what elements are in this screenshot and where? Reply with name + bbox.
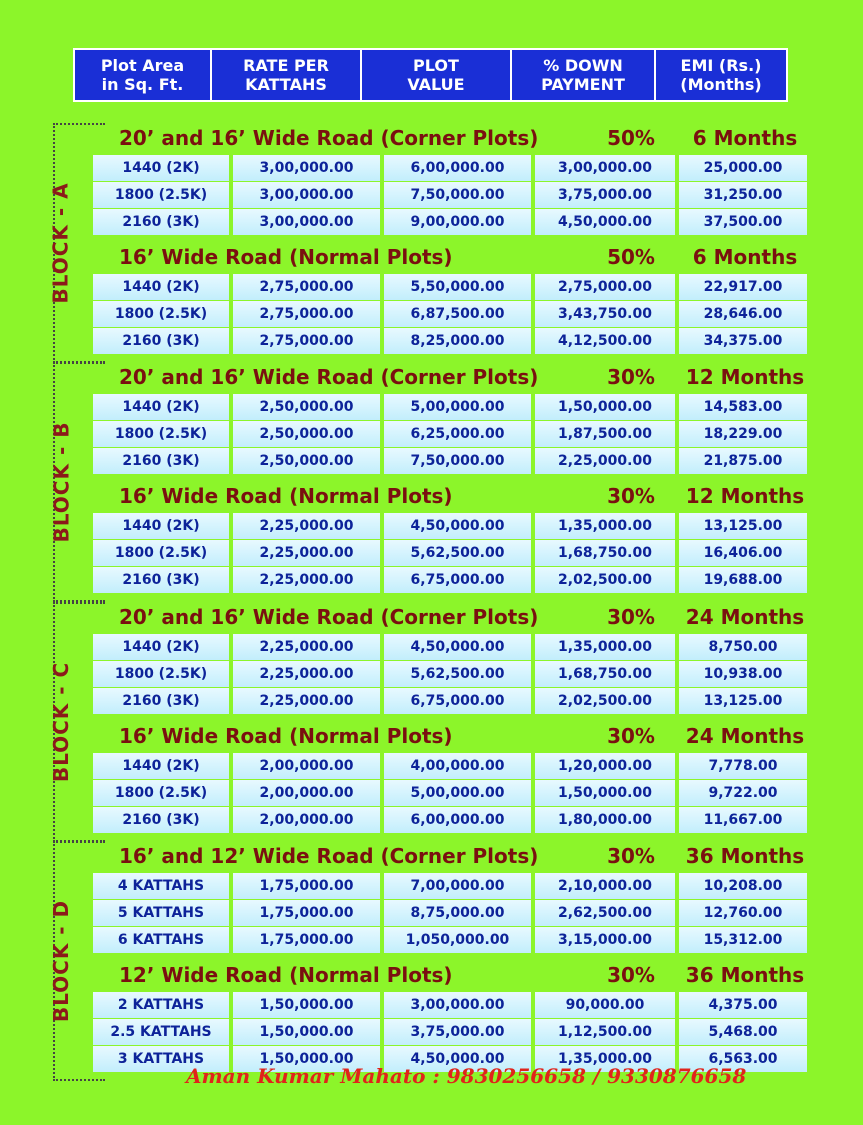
down-payment-cell: 1,20,000.00 xyxy=(535,753,675,779)
emi-months: 36 Months xyxy=(685,963,805,987)
emi-cell: 4,375.00 xyxy=(679,992,807,1018)
section-title xyxy=(53,481,813,511)
emi-cell: 13,125.00 xyxy=(679,513,807,539)
emi-cell: 22,917.00 xyxy=(679,274,807,300)
plot-area-cell: 5 KATTAHS xyxy=(93,900,229,926)
emi-cell: 16,406.00 xyxy=(679,540,807,566)
rate-cell: 1,50,000.00 xyxy=(233,992,380,1018)
plot-area-cell: 2160 (3K) xyxy=(93,688,229,714)
rate-cell: 3,00,000.00 xyxy=(233,182,380,208)
down-payment-cell: 2,10,000.00 xyxy=(535,873,675,899)
section-title xyxy=(53,960,813,990)
road-label: 20’ and 16’ Wide Road (Corner Plots) xyxy=(119,126,539,150)
rate-rows xyxy=(93,155,809,236)
plot-value-cell: 4,50,000.00 xyxy=(384,1046,531,1072)
down-payment-percent: 50% xyxy=(607,126,655,150)
plot-value-cell: 6,75,000.00 xyxy=(384,567,531,593)
road-label: 16’ Wide Road (Normal Plots) xyxy=(119,724,453,748)
plot-value-cell: 5,50,000.00 xyxy=(384,274,531,300)
down-payment-cell: 2,02,500.00 xyxy=(535,688,675,714)
down-payment-cell: 1,35,000.00 xyxy=(535,1046,675,1072)
plot-area-cell: 1800 (2.5K) xyxy=(93,301,229,327)
rate-cell: 3,00,000.00 xyxy=(233,209,380,235)
emi-months: 6 Months xyxy=(692,126,798,150)
plot-value-cell: 7,50,000.00 xyxy=(384,448,531,474)
emi-cell: 10,938.00 xyxy=(679,661,807,687)
emi-cell: 5,468.00 xyxy=(679,1019,807,1045)
rate-cell: 2,50,000.00 xyxy=(233,448,380,474)
emi-months: 12 Months xyxy=(685,365,805,389)
plot-value-cell: 6,00,000.00 xyxy=(384,807,531,833)
emi-months: 6 Months xyxy=(692,245,798,269)
plot-area-cell: 1800 (2.5K) xyxy=(93,182,229,208)
rate-rows xyxy=(93,274,809,355)
plot-area-cell: 2160 (3K) xyxy=(93,807,229,833)
section-title xyxy=(53,362,813,392)
emi-cell: 11,667.00 xyxy=(679,807,807,833)
rate-cell: 2,75,000.00 xyxy=(233,274,380,300)
table-row xyxy=(93,513,809,539)
down-payment-cell: 3,43,750.00 xyxy=(535,301,675,327)
table-row xyxy=(93,753,809,779)
down-payment-cell: 1,50,000.00 xyxy=(535,780,675,806)
down-payment-cell: 2,25,000.00 xyxy=(535,448,675,474)
table-row xyxy=(93,301,809,327)
road-label: 12’ Wide Road (Normal Plots) xyxy=(119,963,453,987)
down-payment-percent: 30% xyxy=(607,724,655,748)
emi-cell: 25,000.00 xyxy=(679,155,807,181)
table-row xyxy=(93,328,809,354)
rate-cell: 2,00,000.00 xyxy=(233,753,380,779)
rate-rows xyxy=(93,394,809,475)
plot-area-cell: 1800 (2.5K) xyxy=(93,780,229,806)
section-title xyxy=(53,242,813,272)
table-row xyxy=(93,927,809,953)
plot-value-cell: 6,00,000.00 xyxy=(384,155,531,181)
table-row xyxy=(93,182,809,208)
rate-cell: 2,50,000.00 xyxy=(233,421,380,447)
rate-rows xyxy=(93,992,809,1073)
plot-area-cell: 2160 (3K) xyxy=(93,448,229,474)
plot-value-cell: 3,00,000.00 xyxy=(384,992,531,1018)
plot-area-cell: 1800 (2.5K) xyxy=(93,540,229,566)
down-payment-percent: 50% xyxy=(607,245,655,269)
rate-cell: 2,75,000.00 xyxy=(233,328,380,354)
down-payment-cell: 1,80,000.00 xyxy=(535,807,675,833)
road-label: 20’ and 16’ Wide Road (Corner Plots) xyxy=(119,365,539,389)
road-label: 16’ Wide Road (Normal Plots) xyxy=(119,484,453,508)
road-label: 16’ and 12’ Wide Road (Corner Plots) xyxy=(119,844,539,868)
emi-months: 36 Months xyxy=(685,844,805,868)
rate-cell: 2,00,000.00 xyxy=(233,807,380,833)
down-payment-cell: 2,02,500.00 xyxy=(535,567,675,593)
emi-cell: 10,208.00 xyxy=(679,873,807,899)
rate-rows xyxy=(93,873,809,954)
rate-rows xyxy=(93,513,809,594)
plot-area-cell: 3 KATTAHS xyxy=(93,1046,229,1072)
rate-cell: 3,00,000.00 xyxy=(233,155,380,181)
plot-value-cell: 5,62,500.00 xyxy=(384,540,531,566)
plot-area-cell: 1440 (2K) xyxy=(93,274,229,300)
emi-cell: 37,500.00 xyxy=(679,209,807,235)
rate-cell: 2,00,000.00 xyxy=(233,780,380,806)
block-0 xyxy=(49,123,813,363)
down-payment-percent: 30% xyxy=(607,365,655,389)
plot-area-cell: 2.5 KATTAHS xyxy=(93,1019,229,1045)
header-plot-value: PLOT VALUE xyxy=(362,50,510,100)
down-payment-cell: 1,35,000.00 xyxy=(535,634,675,660)
block-label-text: BLOCK - B xyxy=(49,421,73,543)
rate-cell: 2,75,000.00 xyxy=(233,301,380,327)
section-title xyxy=(53,123,813,153)
down-payment-cell: 3,00,000.00 xyxy=(535,155,675,181)
plot-area-cell: 2 KATTAHS xyxy=(93,992,229,1018)
emi-cell: 28,646.00 xyxy=(679,301,807,327)
rate-cell: 2,25,000.00 xyxy=(233,634,380,660)
section-title xyxy=(53,721,813,751)
down-payment-cell: 1,35,000.00 xyxy=(535,513,675,539)
block-3 xyxy=(49,841,813,1081)
plot-area-cell: 1440 (2K) xyxy=(93,634,229,660)
rate-cell: 1,50,000.00 xyxy=(233,1019,380,1045)
down-payment-cell: 2,62,500.00 xyxy=(535,900,675,926)
emi-cell: 18,229.00 xyxy=(679,421,807,447)
table-row xyxy=(93,992,809,1018)
table-row xyxy=(93,209,809,235)
table-header xyxy=(73,48,788,102)
plot-value-cell: 8,75,000.00 xyxy=(384,900,531,926)
table-row xyxy=(93,780,809,806)
plot-value-cell: 9,00,000.00 xyxy=(384,209,531,235)
down-payment-percent: 30% xyxy=(607,484,655,508)
plot-area-cell: 1800 (2.5K) xyxy=(93,421,229,447)
table-row xyxy=(93,540,809,566)
plot-value-cell: 6,25,000.00 xyxy=(384,421,531,447)
table-row xyxy=(93,567,809,593)
table-row xyxy=(93,807,809,833)
down-payment-cell: 3,75,000.00 xyxy=(535,182,675,208)
plot-value-cell: 4,50,000.00 xyxy=(384,634,531,660)
rate-cell: 2,25,000.00 xyxy=(233,661,380,687)
table-row xyxy=(93,873,809,899)
down-payment-cell: 4,50,000.00 xyxy=(535,209,675,235)
plot-area-cell: 2160 (3K) xyxy=(93,567,229,593)
plot-area-cell: 1440 (2K) xyxy=(93,513,229,539)
plot-value-cell: 4,00,000.00 xyxy=(384,753,531,779)
emi-months: 24 Months xyxy=(685,605,805,629)
header-emi: EMI (Rs.) (Months) xyxy=(656,50,786,100)
contact-footer: Aman Kumar Mahato : 9830256658 / 9330876658 xyxy=(186,1064,747,1088)
rate-cell: 2,25,000.00 xyxy=(233,513,380,539)
road-label: 20’ and 16’ Wide Road (Corner Plots) xyxy=(119,605,539,629)
down-payment-cell: 3,15,000.00 xyxy=(535,927,675,953)
plot-area-cell: 2160 (3K) xyxy=(93,328,229,354)
down-payment-cell: 1,12,500.00 xyxy=(535,1019,675,1045)
emi-months: 24 Months xyxy=(685,724,805,748)
emi-cell: 7,778.00 xyxy=(679,753,807,779)
emi-cell: 12,760.00 xyxy=(679,900,807,926)
table-row xyxy=(93,1019,809,1045)
rate-cell: 1,75,000.00 xyxy=(233,927,380,953)
plot-value-cell: 8,25,000.00 xyxy=(384,328,531,354)
emi-cell: 6,563.00 xyxy=(679,1046,807,1072)
table-row xyxy=(93,394,809,420)
emi-cell: 34,375.00 xyxy=(679,328,807,354)
header-plot-area: Plot Area in Sq. Ft. xyxy=(75,50,210,100)
table-row xyxy=(93,634,809,660)
emi-cell: 31,250.00 xyxy=(679,182,807,208)
emi-cell: 14,583.00 xyxy=(679,394,807,420)
down-payment-cell: 1,50,000.00 xyxy=(535,394,675,420)
rate-cell: 1,75,000.00 xyxy=(233,900,380,926)
plot-area-cell: 1440 (2K) xyxy=(93,394,229,420)
down-payment-percent: 30% xyxy=(607,963,655,987)
emi-months: 12 Months xyxy=(685,484,805,508)
table-row xyxy=(93,274,809,300)
table-row xyxy=(93,448,809,474)
down-payment-cell: 90,000.00 xyxy=(535,992,675,1018)
plot-value-cell: 5,00,000.00 xyxy=(384,780,531,806)
plot-area-cell: 2160 (3K) xyxy=(93,209,229,235)
emi-cell: 21,875.00 xyxy=(679,448,807,474)
table-row xyxy=(93,155,809,181)
plot-value-cell: 5,00,000.00 xyxy=(384,394,531,420)
down-payment-cell: 4,12,500.00 xyxy=(535,328,675,354)
plot-value-cell: 1,050,000.00 xyxy=(384,927,531,953)
plot-area-cell: 1800 (2.5K) xyxy=(93,661,229,687)
rate-rows xyxy=(93,634,809,715)
plot-value-cell: 7,00,000.00 xyxy=(384,873,531,899)
emi-cell: 19,688.00 xyxy=(679,567,807,593)
down-payment-cell: 2,75,000.00 xyxy=(535,274,675,300)
rate-cell: 1,50,000.00 xyxy=(233,1046,380,1072)
table-row xyxy=(93,661,809,687)
section-title xyxy=(53,841,813,871)
plot-value-cell: 3,75,000.00 xyxy=(384,1019,531,1045)
rate-cell: 2,50,000.00 xyxy=(233,394,380,420)
rate-cell: 2,25,000.00 xyxy=(233,540,380,566)
down-payment-percent: 30% xyxy=(607,605,655,629)
rate-rows xyxy=(93,753,809,834)
rate-cell: 2,25,000.00 xyxy=(233,567,380,593)
block-label-text: BLOCK - D xyxy=(49,899,73,1023)
road-label: 16’ Wide Road (Normal Plots) xyxy=(119,245,453,269)
plot-value-cell: 6,75,000.00 xyxy=(384,688,531,714)
header-rate: RATE PER KATTAHS xyxy=(212,50,360,100)
plot-area-cell: 1440 (2K) xyxy=(93,155,229,181)
block-1 xyxy=(49,362,813,602)
emi-cell: 15,312.00 xyxy=(679,927,807,953)
emi-cell: 9,722.00 xyxy=(679,780,807,806)
down-payment-cell: 1,68,750.00 xyxy=(535,540,675,566)
table-row xyxy=(93,688,809,714)
plot-area-cell: 4 KATTAHS xyxy=(93,873,229,899)
down-payment-cell: 1,87,500.00 xyxy=(535,421,675,447)
rate-cell: 1,75,000.00 xyxy=(233,873,380,899)
block-label-text: BLOCK - A xyxy=(49,182,74,304)
emi-cell: 13,125.00 xyxy=(679,688,807,714)
plot-value-cell: 4,50,000.00 xyxy=(384,513,531,539)
rate-cell: 2,25,000.00 xyxy=(233,688,380,714)
table-row xyxy=(93,900,809,926)
down-payment-percent: 30% xyxy=(607,844,655,868)
block-2 xyxy=(49,602,813,842)
plot-value-cell: 6,87,500.00 xyxy=(384,301,531,327)
plot-area-cell: 6 KATTAHS xyxy=(93,927,229,953)
header-down-payment: % DOWN PAYMENT xyxy=(512,50,654,100)
section-title xyxy=(53,602,813,632)
plot-value-cell: 5,62,500.00 xyxy=(384,661,531,687)
table-row xyxy=(93,421,809,447)
down-payment-cell: 1,68,750.00 xyxy=(535,661,675,687)
block-label-text: BLOCK - C xyxy=(49,661,74,783)
emi-cell: 8,750.00 xyxy=(679,634,807,660)
plot-value-cell: 7,50,000.00 xyxy=(384,182,531,208)
plot-area-cell: 1440 (2K) xyxy=(93,753,229,779)
